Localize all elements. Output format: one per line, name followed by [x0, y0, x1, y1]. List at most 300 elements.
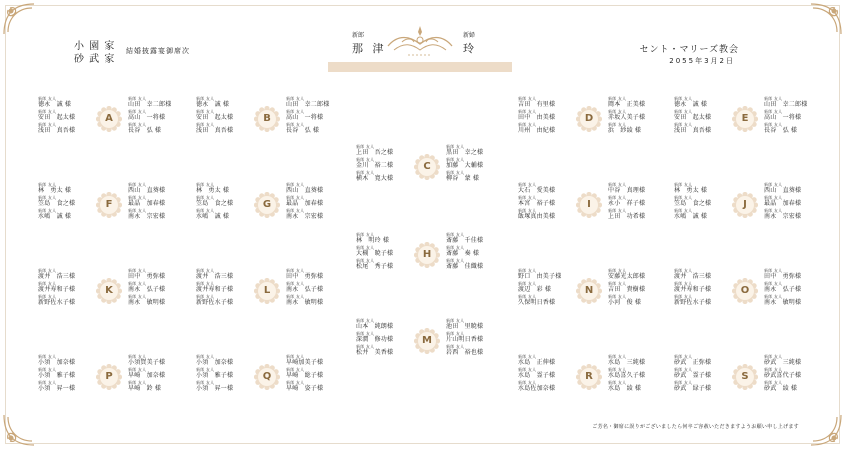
guest-name: [446, 170, 506, 182]
guest-title: 新郎 友人: [608, 380, 627, 385]
guest-name-text: 笠島 食之様: [38, 200, 76, 207]
guest-name: [518, 96, 578, 108]
guest-title: 新郎 友人: [38, 195, 57, 200]
guest-name-text: 新野佐水子様: [196, 299, 234, 306]
table-group-e: [672, 96, 822, 162]
guest-name-text: 川州 由紀様: [518, 127, 556, 134]
guest-name-text: 徳永 誠 様: [196, 101, 230, 108]
table-marker-c: [414, 154, 440, 180]
guest-name-text: 浜 紗綾 様: [608, 127, 642, 134]
guest-title: 新郎 友人: [38, 109, 57, 114]
guest-name: [38, 122, 98, 134]
guest-name-text: 渡井 浩三様: [196, 273, 234, 280]
guest-title: 新郎 友人: [38, 122, 57, 127]
guest-name: [674, 208, 734, 220]
guest-title: 新郎 友人: [38, 268, 57, 273]
guest-name-text: 斎藤 奏 様: [446, 250, 480, 257]
guest-name: [764, 294, 824, 306]
guest-name-text: 渡井寿和子様: [674, 286, 712, 293]
guest-name-text: 南永 宗宏様: [128, 213, 166, 220]
guest-name-text: 林 勇太 様: [674, 187, 708, 194]
guest-name: [608, 195, 668, 207]
guest-title: 新郎 友人: [196, 122, 215, 127]
table-label: N: [584, 285, 594, 296]
guest-name: [356, 232, 416, 244]
guest-title: 新郎 友人: [196, 367, 215, 372]
guest-title: 新郎 友人: [518, 354, 537, 359]
guest-name: [446, 232, 506, 244]
guest-title: 新郎 友人: [128, 354, 147, 359]
table-marker-h: [414, 242, 440, 268]
table-group-g: [194, 182, 344, 248]
guest-name-text: 田中 勇弥様: [764, 273, 802, 280]
table-label: F: [105, 199, 113, 210]
guest-name-text: 上田 功希様: [608, 213, 646, 220]
guest-name-text: 西山 直葵様: [286, 187, 324, 194]
guest-title: 新郎 友人: [674, 367, 693, 372]
guest-name: [674, 182, 734, 194]
guest-name-text: 砂武 正弥様: [674, 359, 712, 366]
guest-title: 新郎 友人: [608, 122, 627, 127]
table-group-l: [194, 268, 344, 334]
event-tagline: 結婚披露宴御席次: [126, 47, 190, 55]
guest-title: 新郎 友人: [196, 109, 215, 114]
guest-title: 新郎 友人: [286, 109, 305, 114]
guest-name-text: 小須 昇一様: [38, 385, 76, 392]
table-group-c: [354, 144, 504, 210]
guest-name: [446, 157, 506, 169]
guest-title: 新郎 友人: [356, 144, 375, 149]
guest-name-text: 黒田 幸之様: [446, 149, 484, 156]
table-label: H: [422, 249, 432, 260]
guest-name: [518, 281, 578, 293]
guest-name-text: 砂武 綾 様: [764, 385, 798, 392]
guest-name: [764, 182, 824, 194]
guest-name: [608, 208, 668, 220]
guest-name-text: 水嶋 誠 様: [196, 213, 230, 220]
groom-role-label: 新郎: [352, 32, 365, 39]
guest-title: 新郎 友人: [446, 344, 465, 349]
guest-title: 新郎 友人: [128, 294, 147, 299]
guest-name: [286, 268, 346, 280]
corner-ornament-top-right: [809, 2, 843, 36]
guest-title: 新郎 友人: [356, 344, 375, 349]
guest-title: 新郎 友人: [518, 96, 537, 101]
guest-name-text: 高山 一将様: [128, 114, 166, 121]
table-label: E: [741, 113, 749, 124]
guest-title: 新郎 友人: [518, 195, 537, 200]
guest-name-text: 林 明玲 様: [356, 237, 390, 244]
guest-name: [764, 268, 824, 280]
guest-title: 新郎 友人: [356, 170, 375, 175]
table-marker-a: [96, 106, 122, 132]
guest-name: [518, 380, 578, 392]
guest-name: [764, 96, 824, 108]
guest-title: 新郎 友人: [608, 109, 627, 114]
table-label: R: [585, 371, 593, 382]
guest-name: [286, 294, 346, 306]
guest-name: [608, 122, 668, 134]
guest-name: [356, 318, 416, 330]
guest-title: 新郎 友人: [608, 208, 627, 213]
guest-title: 新郎 友人: [608, 96, 627, 101]
table-marker-l: [254, 278, 280, 304]
guest-name: [674, 109, 734, 121]
table-group-h: [354, 232, 504, 298]
guest-title: 新郎 友人: [518, 281, 537, 286]
guest-name: [128, 281, 188, 293]
guest-name: [286, 195, 346, 207]
guest-name-text: 水島 綾 様: [608, 385, 642, 392]
guest-title: 新郎 友人: [38, 294, 57, 299]
guest-name-text: 最晶 加春様: [128, 200, 166, 207]
guest-name: [196, 354, 256, 366]
guest-name-text: 池田 里暁様: [446, 323, 484, 330]
guest-name: [356, 344, 416, 356]
guest-name: [674, 380, 734, 392]
guest-name-text: 横木 寛大様: [356, 175, 394, 182]
head-table-bar: [328, 62, 512, 72]
guest-name: [356, 157, 416, 169]
table-label: B: [263, 113, 271, 124]
guest-name-text: 砂武 緑子様: [674, 385, 712, 392]
guest-name: [674, 354, 734, 366]
guest-name-text: 松井 美香様: [356, 349, 394, 356]
guest-name: [286, 354, 346, 366]
guest-name: [286, 122, 346, 134]
guest-name: [446, 331, 506, 343]
guest-name: [674, 96, 734, 108]
guest-name: [608, 182, 668, 194]
table-label: M: [422, 335, 432, 346]
guest-name: [38, 354, 98, 366]
guest-title: 新郎 友人: [196, 281, 215, 286]
guest-name: [196, 268, 256, 280]
table-marker-b: [254, 106, 280, 132]
guest-name-text: 早崎 加奈様: [128, 372, 166, 379]
guest-name: [674, 122, 734, 134]
guest-name-text: 安田 起太様: [38, 114, 76, 121]
table-label: S: [741, 371, 749, 382]
guest-title: 新郎 友人: [38, 208, 57, 213]
guest-title: 新郎 友人: [128, 96, 147, 101]
table-group-k: [36, 268, 186, 334]
table-group-q: [194, 354, 344, 420]
event-date: 2055年3月2日: [669, 57, 735, 65]
guest-name-text: 小須 雅子様: [196, 372, 234, 379]
guest-name: [356, 258, 416, 270]
guest-name: [446, 344, 506, 356]
guest-name: [196, 195, 256, 207]
guest-title: 新郎 友人: [38, 182, 57, 187]
guest-name-text: 田中 勇弥様: [128, 273, 166, 280]
guest-name: [196, 367, 256, 379]
guest-name-text: 南永 敏明様: [764, 299, 802, 306]
guest-name-text: 小須 雅子様: [38, 372, 76, 379]
guest-name-text: 柳谷 蒙 様: [446, 175, 480, 182]
guest-title: 新郎 友人: [608, 367, 627, 372]
guest-name-text: 水嶋 誠 様: [38, 213, 72, 220]
guest-name: [286, 96, 346, 108]
guest-name: [764, 380, 824, 392]
table-group-s: [672, 354, 822, 420]
guest-name: [518, 195, 578, 207]
couple-header: [326, 20, 512, 72]
guest-title: 新郎 友人: [446, 245, 465, 250]
guest-name: [196, 294, 256, 306]
guest-name-text: 山本 純朗様: [356, 323, 394, 330]
guest-name-text: 安田 起太様: [674, 114, 712, 121]
guest-name: [196, 122, 256, 134]
table-label: I: [587, 199, 591, 210]
guest-title: 新郎 友人: [764, 268, 783, 273]
guest-name: [128, 109, 188, 121]
guest-title: 新郎 友人: [196, 182, 215, 187]
guest-name-text: 飯塚真由美様: [518, 213, 556, 220]
table-group-r: [516, 354, 666, 420]
guest-name-text: 浅田 真吾様: [674, 127, 712, 134]
guest-title: 新郎 友人: [764, 122, 783, 127]
guest-name: [518, 367, 578, 379]
table-marker-q: [254, 364, 280, 390]
family-name-bride: 砂 武 家: [74, 54, 116, 65]
guest-title: 新郎 友人: [518, 109, 537, 114]
guest-name-text: 浅田 真吾様: [38, 127, 76, 134]
guest-name-text: 水島喜久子様: [608, 372, 646, 379]
guest-title: 新郎 友人: [286, 182, 305, 187]
guest-title: 新郎 友人: [764, 195, 783, 200]
guest-name-text: 浅田 真吾様: [196, 127, 234, 134]
guest-name-text: 小河 俊 様: [608, 299, 642, 306]
guest-name-text: 渡辺 彩 様: [518, 286, 552, 293]
guest-name: [764, 109, 824, 121]
guest-name-text: 南永 弘子様: [764, 286, 802, 293]
guest-name: [128, 182, 188, 194]
guest-name-text: 小須賀美子様: [128, 359, 166, 366]
guest-name-text: 斎藤 千佳様: [446, 237, 484, 244]
guest-name-text: 西山 直葵様: [128, 187, 166, 194]
guest-title: 新郎 友人: [764, 182, 783, 187]
guest-title: 新郎 友人: [356, 245, 375, 250]
guest-name: [196, 109, 256, 121]
guest-name: [608, 281, 668, 293]
guest-title: 新郎 友人: [356, 331, 375, 336]
guest-title: 新郎 友人: [764, 208, 783, 213]
guest-title: 新郎 友人: [38, 367, 57, 372]
guest-title: 新郎 友人: [128, 281, 147, 286]
guest-name-text: 南永 宗宏様: [286, 213, 324, 220]
guest-name-text: 岡本 正美様: [608, 101, 646, 108]
guest-name: [128, 354, 188, 366]
guest-name: [674, 294, 734, 306]
guest-title: 新郎 友人: [128, 367, 147, 372]
table-label: O: [740, 285, 750, 296]
family-names: [74, 40, 115, 66]
guest-title: 新郎 友人: [128, 109, 147, 114]
guest-name: [518, 109, 578, 121]
guest-title: 新郎 友人: [196, 208, 215, 213]
guest-title: 新郎 友人: [674, 354, 693, 359]
guest-name: [286, 380, 346, 392]
table-group-p: [36, 354, 186, 420]
guest-name-text: 砂武喜代子様: [764, 372, 802, 379]
guest-title: 新郎 友人: [446, 318, 465, 323]
guest-title: 新郎 友人: [196, 195, 215, 200]
guest-name: [764, 208, 824, 220]
guest-name: [674, 367, 734, 379]
table-marker-d: [576, 106, 602, 132]
guest-name-text: 山田 幸二郎様: [764, 101, 808, 108]
guest-title: 新郎 友人: [518, 268, 537, 273]
table-marker-o: [732, 278, 758, 304]
guest-name-text: 林 勇太 様: [196, 187, 230, 194]
guest-title: 新郎 友人: [286, 96, 305, 101]
guest-title: 新郎 友人: [196, 268, 215, 273]
guest-name-text: 野口 由美子様: [518, 273, 562, 280]
guest-title: 新郎 友人: [128, 182, 147, 187]
guest-name: [38, 182, 98, 194]
guest-title: 新郎 友人: [446, 157, 465, 162]
guest-name-text: 中谷 真理様: [608, 187, 646, 194]
guest-name-text: 南永 弘子様: [128, 286, 166, 293]
table-marker-n: [576, 278, 602, 304]
guest-name: [38, 380, 98, 392]
guest-name-text: 水島 三純様: [608, 359, 646, 366]
table-marker-e: [732, 106, 758, 132]
guest-name: [446, 318, 506, 330]
guest-name: [38, 367, 98, 379]
guest-title: 新郎 友人: [286, 195, 305, 200]
guest-name-text: 久保明日香様: [518, 299, 556, 306]
guest-title: 新郎 友人: [674, 281, 693, 286]
bride-name: 玲: [463, 42, 477, 55]
table-group-o: [672, 268, 822, 334]
table-label: P: [105, 371, 113, 382]
guest-title: 新郎 友人: [356, 232, 375, 237]
table-label: L: [263, 285, 271, 296]
crest-ornament-icon: [384, 22, 456, 60]
guest-title: 新郎 友人: [674, 122, 693, 127]
guest-name: [38, 208, 98, 220]
guest-title: 新郎 友人: [196, 294, 215, 299]
guest-title: 新郎 友人: [286, 122, 305, 127]
guest-title: 新郎 友人: [38, 380, 57, 385]
guest-name-text: 水島佐加奈様: [518, 385, 556, 392]
corner-ornament-bottom-left: [2, 413, 36, 447]
guest-name-text: 南永 敏明様: [286, 299, 324, 306]
guest-title: 新郎 友人: [446, 170, 465, 175]
guest-name: [446, 144, 506, 156]
guest-name: [38, 281, 98, 293]
guest-name-text: 斎藤 佳織様: [446, 263, 484, 270]
guest-title: 新郎 友人: [518, 208, 537, 213]
guest-name-text: 早崎 鈴 様: [128, 385, 162, 392]
guest-name-text: 早崎 総子様: [286, 372, 324, 379]
guest-title: 新郎 友人: [446, 258, 465, 263]
guest-title: 新郎 友人: [286, 294, 305, 299]
guest-name-text: 赤坂人美子様: [608, 114, 646, 121]
guest-name-text: 新野佐水子様: [674, 299, 712, 306]
guest-title: 新郎 友人: [674, 268, 693, 273]
guest-name: [518, 294, 578, 306]
guest-name: [286, 109, 346, 121]
guest-title: 新郎 友人: [608, 182, 627, 187]
guest-title: 新郎 友人: [764, 109, 783, 114]
guest-title: 新郎 友人: [674, 195, 693, 200]
guest-title: 新郎 友人: [38, 96, 57, 101]
guest-name: [764, 195, 824, 207]
venue-name: セント・マリーズ教会: [639, 45, 739, 55]
guest-title: 新郎 友人: [674, 96, 693, 101]
guest-name-text: 最晶 加春様: [764, 200, 802, 207]
guest-title: 新郎 友人: [38, 281, 57, 286]
guest-name-text: 高山 一将様: [286, 114, 324, 121]
guest-title: 新郎 友人: [196, 380, 215, 385]
guest-name-text: 吉田 有里様: [518, 101, 556, 108]
guest-name: [518, 268, 578, 280]
guest-name-text: 長谷 弘 様: [286, 127, 320, 134]
guest-name: [608, 268, 668, 280]
guest-title: 新郎 友人: [764, 281, 783, 286]
guest-name-text: 渡井 浩三様: [38, 273, 76, 280]
guest-name: [608, 96, 668, 108]
guest-name-text: 砂武 三純様: [764, 359, 802, 366]
table-label: Q: [262, 371, 272, 382]
guest-name: [518, 354, 578, 366]
guest-name: [128, 122, 188, 134]
table-group-i: [516, 182, 666, 248]
guest-name-text: 水島 霊子様: [518, 372, 556, 379]
guest-name-text: 林 勇太 様: [38, 187, 72, 194]
guest-title: 新郎 友人: [608, 195, 627, 200]
guest-title: 新郎 友人: [608, 281, 627, 286]
guest-name: [518, 208, 578, 220]
table-group-a: [36, 96, 186, 162]
guest-name: [128, 367, 188, 379]
guest-name-text: 西山 直葵様: [764, 187, 802, 194]
guest-name-text: 渡井寿和子様: [38, 286, 76, 293]
table-marker-r: [576, 364, 602, 390]
guest-name: [286, 182, 346, 194]
guest-name-text: 長谷 弘 様: [128, 127, 162, 134]
table-group-n: [516, 268, 666, 334]
guest-name: [196, 182, 256, 194]
guest-name-text: 田中 由美様: [518, 114, 556, 121]
guest-title: 新郎 友人: [674, 294, 693, 299]
guest-name-text: 深潤 修功様: [356, 336, 394, 343]
table-label: C: [423, 161, 431, 172]
guest-name-text: 岩西 裕也様: [446, 349, 484, 356]
guest-name: [286, 208, 346, 220]
guest-title: 新郎 友人: [128, 195, 147, 200]
guest-title: 新郎 友人: [608, 268, 627, 273]
guest-title: 新郎 友人: [446, 331, 465, 336]
guest-name: [356, 170, 416, 182]
guest-title: 新郎 友人: [286, 380, 305, 385]
guest-title: 新郎 友人: [764, 367, 783, 372]
guest-name-text: 南永 敏明様: [128, 299, 166, 306]
guest-name-text: 早崎 姿子様: [286, 385, 324, 392]
table-marker-i: [576, 192, 602, 218]
guest-title: 新郎 友人: [608, 294, 627, 299]
guest-name: [764, 354, 824, 366]
guest-title: 新郎 友人: [608, 354, 627, 359]
guest-title: 新郎 友人: [196, 354, 215, 359]
guest-name-text: 渡井 浩三様: [674, 273, 712, 280]
family-name-groom: 小 園 家: [74, 41, 116, 52]
guest-name: [38, 268, 98, 280]
guest-name-text: 徳永 誠 様: [674, 101, 708, 108]
